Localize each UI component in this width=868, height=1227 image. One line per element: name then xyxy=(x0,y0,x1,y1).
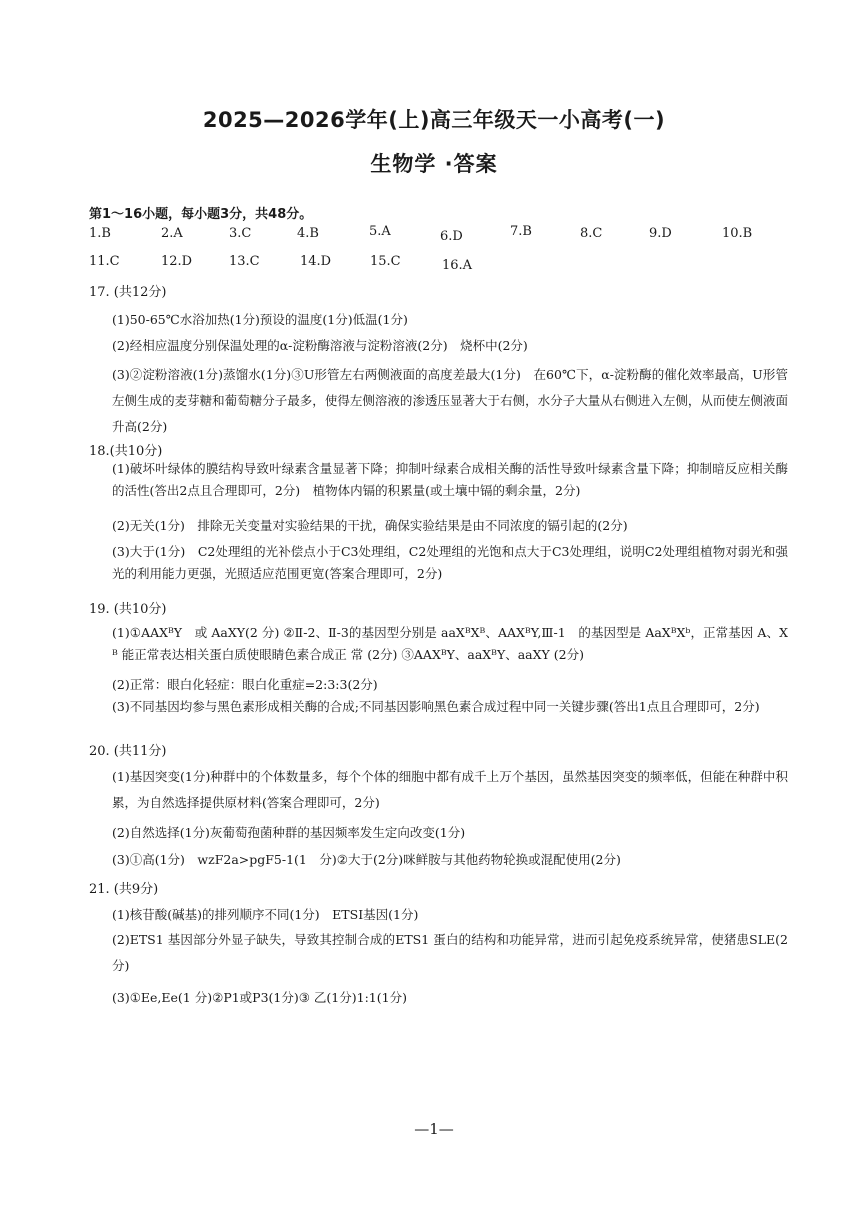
q20-part-2: (2)自然选择(1分)灰葡萄孢菌种群的基因频率发生定向改变(1分) xyxy=(112,825,466,840)
mc-answer: 6.D xyxy=(440,229,463,244)
q18-part-2: (2)无关(1分) 排除无关变量对实验结果的干扰，确保实验结果是由不同浓度的镉引起的(2分) xyxy=(112,518,628,533)
mc-answer: 15.C xyxy=(370,254,401,269)
document-title: 2025—2026学年(上)高三年级天一小高考(一) xyxy=(202,108,666,132)
mc-answer: 5.A xyxy=(369,224,391,239)
q19-part-2: (2)正常：眼白化轻症：眼白化重症=2:3:3(2分) xyxy=(112,677,378,692)
q17-heading: 17. (共12分) xyxy=(89,285,167,300)
q21-part-3: (3)①Ee,Ee(1 分)②P1或P3(1分)③ 乙(1分)1:1(1分) xyxy=(112,990,407,1005)
mc-answer: 9.D xyxy=(649,226,672,241)
q21-part-2: (2)ETS1 基因部分外显子缺失，导致其控制合成的ETS1 蛋白的结构和功能异常，进而引起免疫系统异常，使猪患SLE(2 分) xyxy=(112,932,788,973)
document-subtitle: 生物学 ·答案 xyxy=(370,152,498,176)
mc-answer: 16.A xyxy=(442,258,473,273)
q18-part-3: (3)大于(1分) C2处理组的光补偿点小于C3处理组，C2处理组的光饱和点大于C3处理组，说明C2处理组植物对弱光和强光的利用能力更强，光照适应范围更宽(答案合理即可，2分) xyxy=(112,544,788,581)
mc-answer: 2.A xyxy=(161,226,183,241)
q19-heading: 19. (共10分) xyxy=(89,602,167,617)
mc-answer: 10.B xyxy=(722,226,753,241)
mc-answer-row-1 xyxy=(89,226,789,246)
q17-part-1: (1)50-65℃水浴加热(1分)预设的温度(1分)低温(1分) xyxy=(112,312,408,327)
q17-part-3: (3)②淀粉溶液(1分)蒸馏水(1分)③U形管左右两侧液面的高度差最大(1分) 在60℃下，α-淀粉酶的催化效率最高，U形管左侧生成的麦芽糖和葡萄糖分子最多，使得左侧溶液的渗透压显著大于右侧，水分子大量从右侧进入左侧，从而使左侧液面升高(2分) xyxy=(112,367,788,434)
q20-part-3: (3)①高(1分) wzF2a>pgF5-1(1 分)②大于(2分)咪鲜胺与其他药物轮换或混配使用(2分) xyxy=(112,852,621,867)
mc-answer: 11.C xyxy=(89,254,120,269)
mc-answer: 8.C xyxy=(580,226,603,241)
mc-answer-row-2 xyxy=(89,254,789,274)
mc-answer: 1.B xyxy=(89,226,111,241)
q20-heading: 20. (共11分) xyxy=(89,744,167,759)
q18-heading: 18.(共10分) xyxy=(89,444,163,459)
q19-part-3: (3)不同基因均参与黑色素形成相关酶的合成;不同基因影响黑色素合成过程中同一关键步骤(答出1点且合理即可，2分) xyxy=(112,699,760,714)
mc-answer: 14.D xyxy=(300,254,332,269)
mc-answer: 3.C xyxy=(229,226,252,241)
mc-answer: 12.D xyxy=(161,254,193,269)
section-intro: 第1～16小题，每小题3分，共48分。 xyxy=(89,207,313,222)
q18-part-1: (1)破坏叶绿体的膜结构导致叶绿素含量显著下降；抑制叶绿素合成相关酶的活性导致叶绿素含量下降；抑制暗反应相关酶的活性(答出2点且合理即可，2分) 植物体内镉的积累量(或土壤中镉的剩余量，2分) xyxy=(112,461,788,498)
page-number: —1— xyxy=(414,1120,454,1138)
q19-part-1: (1)①AAXᴮY 或 AaXY(2 分) ②Ⅱ-2、Ⅱ-3的基因型分别是 aaXᴮXᴮ、AAXᴮY,Ⅲ-1 的基因型是 AaXᴮXᵇ，正常基因 A、Xᴮ 能正常表达相关蛋白质使眼睛色素合成正 常 (2分) ③AAXᴮY、aaXᴮY、aaXY (2分) xyxy=(112,625,788,662)
mc-answer: 4.B xyxy=(297,226,319,241)
mc-answer: 13.C xyxy=(229,254,260,269)
mc-answer: 7.B xyxy=(510,224,532,239)
q21-part-1: (1)核苷酸(碱基)的排列顺序不同(1分) ETSI基因(1分) xyxy=(112,907,419,922)
q17-part-2: (2)经相应温度分别保温处理的α-淀粉酶溶液与淀粉溶液(2分) 烧杯中(2分) xyxy=(112,338,528,353)
q20-part-1: (1)基因突变(1分)种群中的个体数量多，每个个体的细胞中都有成千上万个基因，虽然基因突变的频率低，但能在种群中积累，为自然选择提供原材料(答案合理即可，2分) xyxy=(112,769,788,810)
q21-heading: 21. (共9分) xyxy=(89,882,159,897)
